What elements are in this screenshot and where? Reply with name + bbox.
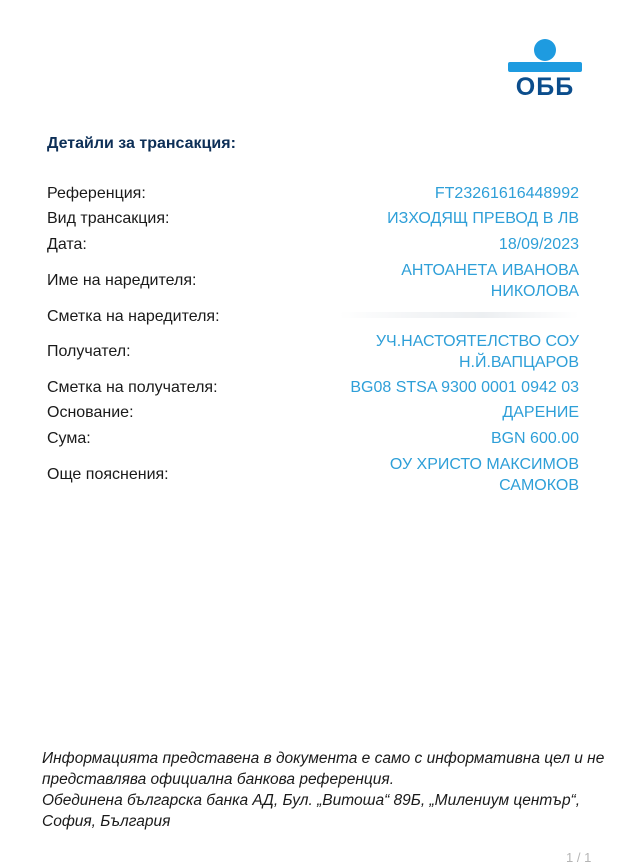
field-label: Сметка на наредителя: xyxy=(47,308,220,325)
value-line: BGN 600.00 xyxy=(490,430,579,447)
footer-line: София, България xyxy=(42,813,171,830)
field-recipient xyxy=(47,331,579,375)
footer-line: представлява официална банкова референция. xyxy=(42,771,394,788)
page-number: 1 / 1 xyxy=(566,850,592,865)
field-label: Име на наредителя: xyxy=(47,272,197,289)
value-line: ИЗХОДЯЩ ПРЕВОД В ЛВ xyxy=(387,210,579,227)
redacted-value xyxy=(339,312,579,318)
value-line: АНТОАНЕТА ИВАНОВА xyxy=(401,262,579,279)
field-label: Референция: xyxy=(47,185,146,202)
field-label: Сметка на получателя: xyxy=(47,379,218,396)
field-value xyxy=(435,183,579,204)
value-line: BG08 STSA 9300 0001 0942 03 xyxy=(350,379,579,396)
field-date xyxy=(47,234,579,256)
disclaimer-footer xyxy=(42,748,617,832)
field-recipient-account xyxy=(47,377,579,399)
value-line: Н.Й.ВАПЦАРОВ xyxy=(458,354,579,371)
field-label: Вид трансакция: xyxy=(47,210,170,227)
value-line: ОУ ХРИСТО МАКСИМОВ xyxy=(389,456,579,473)
field-label: Още пояснения: xyxy=(47,466,169,483)
field-value xyxy=(491,428,579,449)
field-value xyxy=(376,331,579,373)
field-type xyxy=(47,208,579,230)
value-line: УЧ.НАСТОЯТЕЛСТВО СОУ xyxy=(375,333,579,350)
value-line: САМОКОВ xyxy=(499,477,579,494)
field-value xyxy=(499,234,579,255)
value-line: ДАРЕНИЕ xyxy=(502,404,579,421)
value-line: FT23261616448992 xyxy=(434,185,579,202)
field-basis xyxy=(47,402,579,424)
field-sender-account xyxy=(47,306,579,328)
bank-logo xyxy=(504,38,586,100)
logo-text: ОББ xyxy=(515,73,575,101)
field-sender-name xyxy=(47,260,579,304)
field-notes xyxy=(47,454,579,498)
field-amount xyxy=(47,428,579,450)
field-value xyxy=(401,260,579,302)
field-value xyxy=(390,454,579,496)
footer-line: Информацията представена в документа е само с информативна цел и не xyxy=(42,750,605,767)
value-line: 18/09/2023 xyxy=(498,236,579,253)
field-label: Получател: xyxy=(47,343,131,360)
field-label: Дата: xyxy=(47,236,87,253)
page-title: Детайли за трансакция: xyxy=(47,135,236,152)
field-label: Основание: xyxy=(47,404,134,421)
value-line: НИКОЛОВА xyxy=(490,283,579,300)
field-label: Сума: xyxy=(47,430,91,447)
footer-line: Обединена българска банка АД, Бул. „Витоша“ 89Б, „Милениум център“, xyxy=(42,792,581,809)
field-value xyxy=(387,208,579,229)
field-value xyxy=(350,377,579,398)
logo-mark-icon xyxy=(504,38,586,74)
field-value xyxy=(502,402,579,423)
field-reference xyxy=(47,183,579,205)
